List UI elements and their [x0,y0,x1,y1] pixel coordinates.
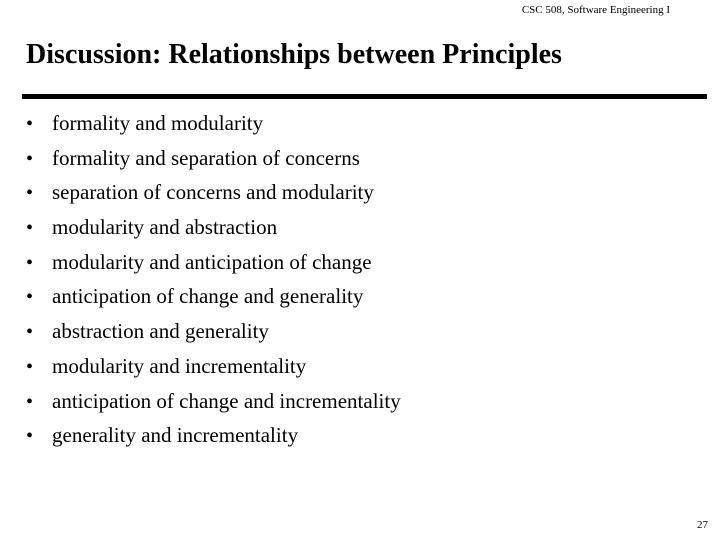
slide-title: Discussion: Relationships between Principles [26,39,562,70]
list-item-text: abstraction and generality [52,319,269,344]
list-item [26,210,401,245]
list-item-text: formality and separation of concerns [52,145,360,170]
list-item [26,349,401,384]
bullet-icon: • [26,182,34,205]
list-item [26,141,401,176]
list-item-text: modularity and incrementality [52,353,307,378]
bullet-icon: • [26,251,34,274]
list-item [26,279,401,314]
list-item [26,245,401,280]
bullet-icon: • [26,147,34,170]
list-item-text: anticipation of change and incrementality [52,388,401,413]
bullet-list [26,106,401,453]
bullet-icon: • [26,321,34,344]
bullet-icon: • [26,355,34,378]
page-number: 27 [697,519,708,531]
list-item [26,314,401,349]
list-item-text: generality and incrementality [52,423,299,448]
list-item [26,384,401,419]
list-item-text: modularity and anticipation of change [52,249,372,274]
list-item [26,175,401,210]
bullet-icon: • [26,425,34,448]
bullet-icon: • [26,390,34,413]
course-header: CSC 508, Software Engineering I [521,4,670,16]
list-item [26,106,401,141]
bullet-icon: • [26,113,34,135]
list-item-text: formality and modularity [52,111,264,135]
list-item-text: anticipation of change and generality [52,284,364,309]
list-item-text: modularity and abstraction [52,215,278,240]
list-item-text: separation of concerns and modularity [52,180,374,205]
bullet-icon: • [26,217,34,240]
title-divider [22,94,707,99]
list-item [26,418,401,453]
bullet-icon: • [26,286,34,309]
